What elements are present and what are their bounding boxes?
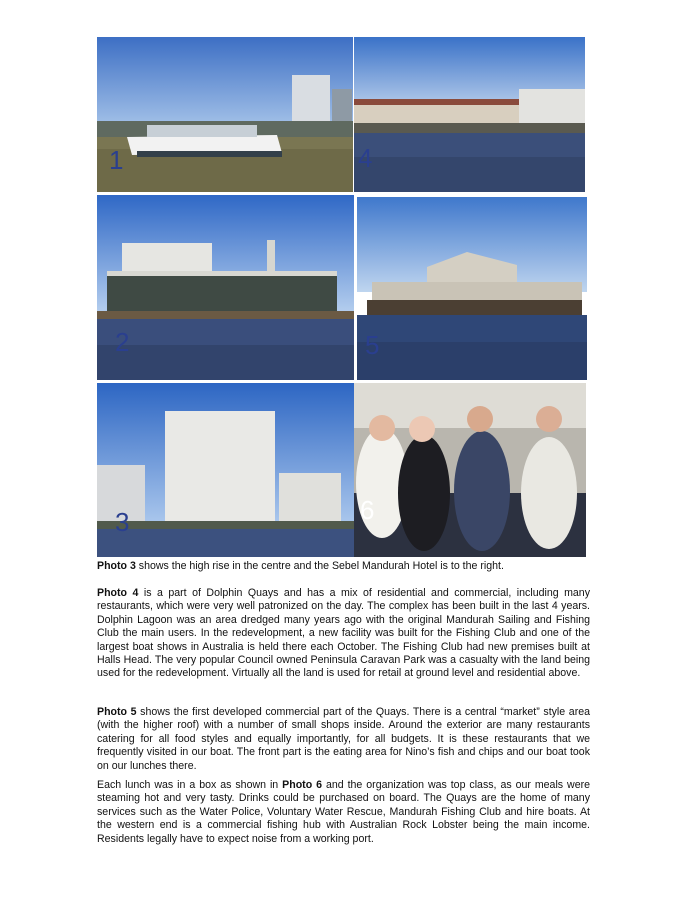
caption-text: shows the high rise in the centre and the Sebel Mandurah Hotel is to the right. bbox=[135, 560, 504, 572]
photo-number-label: 1 bbox=[109, 145, 124, 175]
caption-text: and the organization was top class, as our meals were steaming hot and very tasty. Drinks could be purchased on board. The Quays are the home of many services such as the Water Police, Voluntary Water Rescue, Mandurah Fishing Club and hire boats. At the western end is a commercial fishing hub with Australian Rock Lobster being the main income. Residents legally have to expect noise from a working port. bbox=[97, 779, 591, 845]
photo-6 bbox=[354, 383, 586, 557]
photo-ref: Photo 4 bbox=[97, 587, 139, 599]
photo-number-label: 2 bbox=[115, 327, 130, 357]
photo-1 bbox=[97, 37, 353, 192]
caption-photo-3 bbox=[97, 560, 590, 573]
photo-ref: Photo 5 bbox=[97, 706, 137, 718]
photo-number-label: 5 bbox=[365, 330, 380, 360]
photo-5 bbox=[357, 197, 587, 380]
photo-2 bbox=[97, 195, 354, 380]
photo-3 bbox=[97, 383, 354, 557]
caption-text: shows the first developed commercial part of the Quays. There is a central “market” style area (with the higher roof) with a number of small shops inside. Around the exterior are many restaurants catering for all food styles and equally importantly, for all budgets. It is these restaurants that we frequently visited in our boat. The front part is the eating area for Nino’s fish and chips and our boat took on our lunches there. bbox=[97, 706, 591, 772]
photo-ref: Photo 3 bbox=[97, 560, 136, 572]
caption-photo-6 bbox=[97, 779, 590, 846]
photo-ref: Photo 6 bbox=[282, 779, 323, 791]
caption-photo-4 bbox=[97, 587, 590, 681]
caption-photo-5 bbox=[97, 706, 590, 773]
caption-text: Each lunch was in a box as shown in bbox=[97, 779, 283, 791]
photo-number-label: 4 bbox=[358, 143, 373, 173]
photo-number-label: 3 bbox=[115, 507, 130, 537]
caption-text: is a part of Dolphin Quays and has a mix of residential and commercial, including many restaurants, which were very well patronized on the day. The complex has been built in the last 4 years. Dolphin Lagoon was an area dredged many years ago with the original Mandurah Sailing and Fishing Club the main users. In the redevelopment, a new facility was built for the Fishing Club and one of the largest boat shows in Australia is held there each October. The Fishing Club had new premises built at Halls Head. The very popular Council owned Peninsula Caravan Park was a casualty with the land being used for the redevelopment. Virtually all the land is used for retail at ground level and residential above. bbox=[97, 587, 590, 680]
photo-number-label: 6 bbox=[360, 495, 375, 525]
photo-4 bbox=[354, 37, 585, 192]
